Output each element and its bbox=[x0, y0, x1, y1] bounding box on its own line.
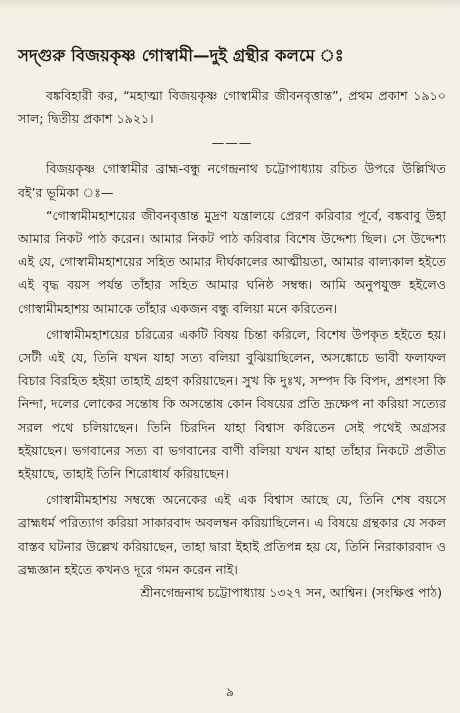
page-number: ৯ bbox=[226, 685, 234, 699]
citation-paragraph: বঙ্কবিহারী কর, “মহাত্মা বিজয়কৃষ্ণ গোস্বামীর জীবনবৃত্তান্ত”, প্রথম প্রকাশ ১৯১০ সাল; দ্বিতীয় প্রকাশ ১৯২১। bbox=[18, 88, 446, 127]
quote-paragraph-3: গোস্বামীমহাশয় সম্বন্ধে অনেকের এই এক বিশ্বাস আছে যে, তিনি শেষ বয়সে ব্রাহ্মধর্ম পরিত্যাগ করিয়া সাকারবাদ অবলম্বন করিয়াছিলেন। এ বিষয়ে গ্রন্থকার যে সকল বাস্তব ঘটনার উল্লেখ করিয়াছেন, তাহা দ্বারা ইহাই প্রতিপন্ন হয় যে, তিনি নিরাকারবাদ ও ব্রহ্মজ্ঞান হইতে কখনও দূরে গমন করেন নাই। bbox=[18, 492, 446, 577]
section-separator: ——— bbox=[211, 135, 253, 151]
intro-paragraph: বিজয়কৃষ্ণ গোস্বামীর ব্রাহ্ম-বন্ধু নগেন্দ্রনাথ চট্টোপাধ্যায় রচিত উপরে উল্লিখিত বই’র ভূমিকা ঃ— bbox=[18, 161, 446, 200]
page-top-edge bbox=[0, 0, 460, 10]
quote-paragraph-2: গোস্বামীমহাশয়ের চরিত্রের একটি বিষয় চিন্তা করিলে, বিশেষ উপকৃত হইতে হয়। সেটী এই যে, তিনি যখন যাহা সত্য বলিয়া বুঝিয়াছিলেন, অসঙ্কোচে ভাবী ফলাফল বিচার বিরহিত হইয়া তাহাই গ্রহণ করিয়াছেন। সুখ কি দুঃখ, সম্পদ কি বিপদ, প্রশংসা কি নিন্দা, দলের লোকের সন্তোষ কি অসন্তোষ কোন বিষয়ের প্রতি দ্রূক্ষেপ না করিয়া সত্যের সরল পথে চলিয়াছেন। তিনি চিরদিন যাহা বিশ্বাস করিতেন সেই পথেই অগ্রসর হইয়াছেন। ভগবানের সত্য বা ভগবানের বাণী বলিয়া যখন যাহা তাঁহার নিকটে প্রতীত হইয়াছে, তাহাই তিনি শিরোধার্য করিয়াছেন। bbox=[18, 326, 446, 482]
quote-paragraph-1: “গোস্বামীমহাশয়ের জীবনবৃত্তান্ত মুদ্রণ যন্ত্রালয়ে প্রেরণ করিবার পূর্বে, বঙ্কবাবু উহা আমার নিকট পাঠ করেন। আমার নিকট পাঠ করিবার বিশেষ উদ্দেশ্য ছিল। সে উদ্দেশ্য এই যে, গোস্বামীমহাশয়ের সহিত আমার দীর্ঘকালের আত্মীয়তা, আমার বাল্যকাল হইতে এই বৃদ্ধ বয়স পর্যন্ত তাঁহার সহিত আমার ঘনিষ্ঠ সম্বন্ধ। আমি অনুপযুক্ত হইলেও গোস্বামীমহাশয় আমাকে তাঁহার একজন বন্ধু বলিয়া মনে করিতেন। bbox=[18, 207, 446, 316]
signature-line: শ্রীনগেন্দ্রনাথ চট্টোপাধ্যায় ১৩২৭ সন, আশ্বিন। (সংক্ষিপ্ত পাঠ) bbox=[140, 585, 442, 601]
chapter-heading: সদ্গুরু বিজয়কৃষ্ণ গোস্বামী—দুই গ্রন্থীর কলমে ঃ bbox=[18, 46, 344, 65]
